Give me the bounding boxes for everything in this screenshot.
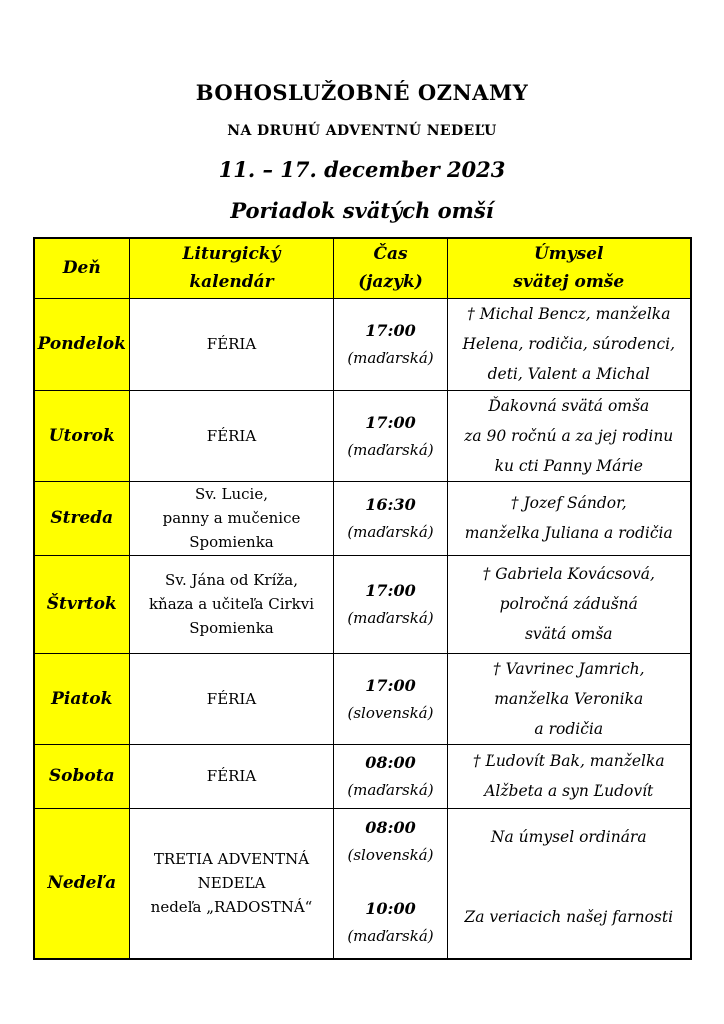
intention-line: Za veriacich našej farnosti xyxy=(464,907,674,926)
time-value: 17:00 xyxy=(365,675,416,695)
intention-line: † Ľudovít Bak, manželka xyxy=(472,752,665,770)
calendar-line: FÉRIA xyxy=(206,426,257,445)
intention-line: Helena, rodičia, súrodenci, xyxy=(462,335,676,353)
time-value: 08:00 xyxy=(365,817,416,837)
language-value: (maďarská) xyxy=(347,781,434,799)
calendar-line: FÉRIA xyxy=(206,689,257,708)
col-header-day xyxy=(34,238,130,298)
time-value: 10:00 xyxy=(365,898,416,918)
calendar-line: TRETIA ADVENTNÁ xyxy=(153,850,310,868)
intention-line: † Gabriela Kovácsová, xyxy=(482,565,655,583)
intention-cell xyxy=(448,481,691,555)
intention-line: ku cti Panny Márie xyxy=(494,456,643,475)
calendar-cell xyxy=(130,744,334,808)
calendar-line: FÉRIA xyxy=(206,335,257,353)
calendar-line: FÉRIA xyxy=(206,767,257,785)
calendar-cell xyxy=(130,555,334,653)
intention-line: † Michal Bencz, manželka xyxy=(467,305,671,323)
calendar-cell xyxy=(130,808,334,959)
calendar-line: kňaza a učiteľa Cirkvi xyxy=(148,595,315,613)
table-row-tuesday xyxy=(34,390,691,481)
intention-cell xyxy=(448,390,691,481)
time-value: 16:30 xyxy=(365,495,416,514)
time-cell xyxy=(334,653,448,744)
date-range: 11. – 17. december 2023 xyxy=(218,157,506,182)
intention-cell xyxy=(448,653,691,744)
intention-line: deti, Valent a Michal xyxy=(487,365,650,383)
table-row-saturday xyxy=(34,744,691,808)
intention-line: † Jozef Sándor, xyxy=(510,494,627,512)
mass-schedule-table xyxy=(33,237,692,960)
calendar-line: NEDEĽA xyxy=(197,874,266,892)
calendar-line: panny a mučenice xyxy=(162,509,301,527)
intention-line: Ďakovná svätá omša xyxy=(488,396,650,415)
intention-line: manželka Juliana a rodičia xyxy=(464,524,673,542)
calendar-line: Sv. Lucie, xyxy=(195,485,268,503)
time-value: 08:00 xyxy=(365,753,416,772)
day-cell: Nedeľa xyxy=(34,808,130,959)
time-cell xyxy=(334,481,448,555)
language-value: (maďarská) xyxy=(347,926,434,945)
intention-cell xyxy=(448,808,691,959)
calendar-cell xyxy=(130,390,334,481)
language-value: (maďarská) xyxy=(347,349,434,367)
time-value: 17:00 xyxy=(365,412,416,432)
col-header-calendar xyxy=(130,238,334,298)
col-header-time xyxy=(334,238,448,298)
col-header-calendar-line1: Liturgický xyxy=(182,244,281,265)
day-cell: Piatok xyxy=(34,653,130,744)
section-title: Poriadok svätých omší xyxy=(230,198,494,223)
mass-time-block xyxy=(334,895,447,949)
intention-cell xyxy=(448,298,691,390)
intention-cell xyxy=(448,555,691,653)
time-cell xyxy=(334,390,448,481)
page-title: BOHOSLUŽOBNÉ OZNAMY xyxy=(195,80,529,105)
intention-line: polročná zádušná xyxy=(499,595,638,613)
table-row-friday xyxy=(34,653,691,744)
language-value: (slovenská) xyxy=(347,845,434,864)
day-cell: Streda xyxy=(34,481,130,555)
col-header-intention-line1: Úmysel xyxy=(533,244,604,265)
language-value: (slovenská) xyxy=(347,703,434,722)
calendar-line: nedeľa „RADOSTNÁ“ xyxy=(150,898,313,916)
calendar-cell xyxy=(130,298,334,390)
time-value: 17:00 xyxy=(365,581,416,600)
calendar-cell xyxy=(130,653,334,744)
time-cell xyxy=(334,298,448,390)
intention-line: manželka Veronika xyxy=(494,689,644,708)
col-header-time-line2: (jazyk) xyxy=(358,272,423,293)
language-value: (maďarská) xyxy=(347,440,434,459)
calendar-line: Spomienka xyxy=(189,619,274,637)
day-cell: Pondelok xyxy=(34,298,130,390)
time-value: 17:00 xyxy=(365,321,416,340)
table-row-monday xyxy=(34,298,691,390)
intention-line: za 90 ročnú a za jej rodinu xyxy=(464,426,674,445)
time-cell xyxy=(334,744,448,808)
intention-line: Alžbeta a syn Ľudovít xyxy=(484,782,654,800)
time-cell xyxy=(334,555,448,653)
col-header-time-line1: Čas xyxy=(373,244,408,265)
day-cell: Štvrtok xyxy=(34,555,130,653)
col-header-calendar-line2: kalendár xyxy=(189,272,274,293)
intention-cell xyxy=(448,744,691,808)
table-row-wednesday xyxy=(34,481,691,555)
calendar-cell xyxy=(130,481,334,555)
day-cell: Sobota xyxy=(34,744,130,808)
page-subtitle: NA DRUHÚ ADVENTNÚ NEDEĽU xyxy=(227,123,497,139)
language-value: (maďarská) xyxy=(347,609,434,627)
table-header-row xyxy=(34,238,691,298)
table-row-sunday xyxy=(34,808,691,959)
intention-line: † Vavrinec Jamrich, xyxy=(492,659,645,678)
language-value: (maďarská) xyxy=(347,523,434,541)
time-cell xyxy=(334,808,448,959)
col-header-intention-line2: svätej omše xyxy=(513,272,625,293)
col-header-day-label: Deň xyxy=(62,258,101,279)
mass-time-block xyxy=(334,814,447,868)
intention-line: a rodičia xyxy=(534,719,604,738)
table-row-thursday xyxy=(34,555,691,653)
calendar-line: Sv. Jána od Kríža, xyxy=(164,571,299,589)
calendar-line: Spomienka xyxy=(189,533,274,551)
day-cell: Utorok xyxy=(34,390,130,481)
intention-line: svätá omša xyxy=(524,625,613,643)
intention-line: Na úmysel ordinára xyxy=(490,827,647,846)
col-header-intention xyxy=(448,238,691,298)
